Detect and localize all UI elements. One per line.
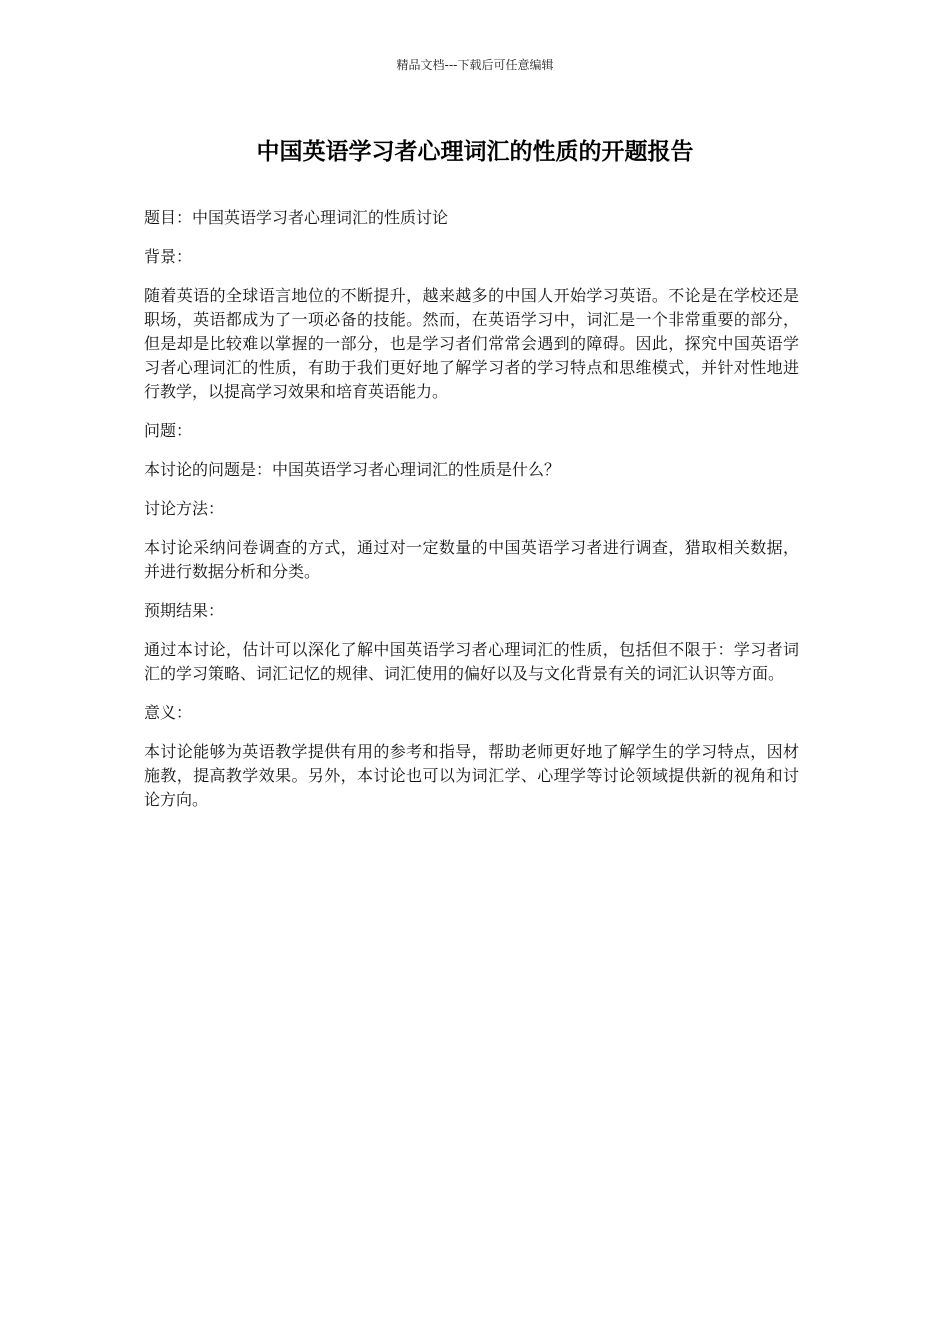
section-heading-expected-results: 预期结果： [144,601,225,620]
expected-results-paragraph: 通过本讨论，估计可以深化了解中国英语学习者心理词汇的性质，包括但不限于：学习者词汇的学习策略、词汇记忆的规律、词汇使用的偏好以及与文化背景有关的词汇认识等方面。 [144,640,799,683]
method-paragraph: 本讨论采纳问卷调查的方式，通过对一定数量的中国英语学习者进行调查，猎取相关数据，并进行数据分析和分类。 [144,538,799,581]
document-body [144,206,799,827]
document-title: 中国英语学习者心理词汇的性质的开题报告 [256,139,694,165]
header-note: 精品文档---下载后可任意编辑 [396,58,554,72]
question-paragraph: 本讨论的问题是：中国英语学习者心理词汇的性质是什么？ [144,460,561,479]
section-heading-significance: 意义： [144,703,193,722]
background-paragraph: 随着英语的全球语言地位的不断提升，越来越多的中国人开始学习英语。不论是在学校还是职场，英语都成为了一项必备的技能。然而，在英语学习中，词汇是一个非常重要的部分，但是却是比较难以掌握的一部分，也是学习者们常常会遇到的障碍。因此，探究中国英语学习者心理词汇的性质，有助于我们更好地了解学习者的学习特点和思维模式，并针对性地进行教学，以提高学习效果和培育英语能力。 [144,286,799,401]
section-heading-background: 背景： [144,247,193,266]
section-heading-question: 问题： [144,421,193,440]
section-heading-method: 讨论方法： [144,499,225,518]
topic-line: 题目：中国英语学习者心理词汇的性质讨论 [144,208,449,227]
significance-paragraph: 本讨论能够为英语教学提供有用的参考和指导，帮助老师更好地了解学生的学习特点，因材施教，提高教学效果。另外，本讨论也可以为词汇学、心理学等讨论领域提供新的视角和讨论方向。 [144,742,799,809]
